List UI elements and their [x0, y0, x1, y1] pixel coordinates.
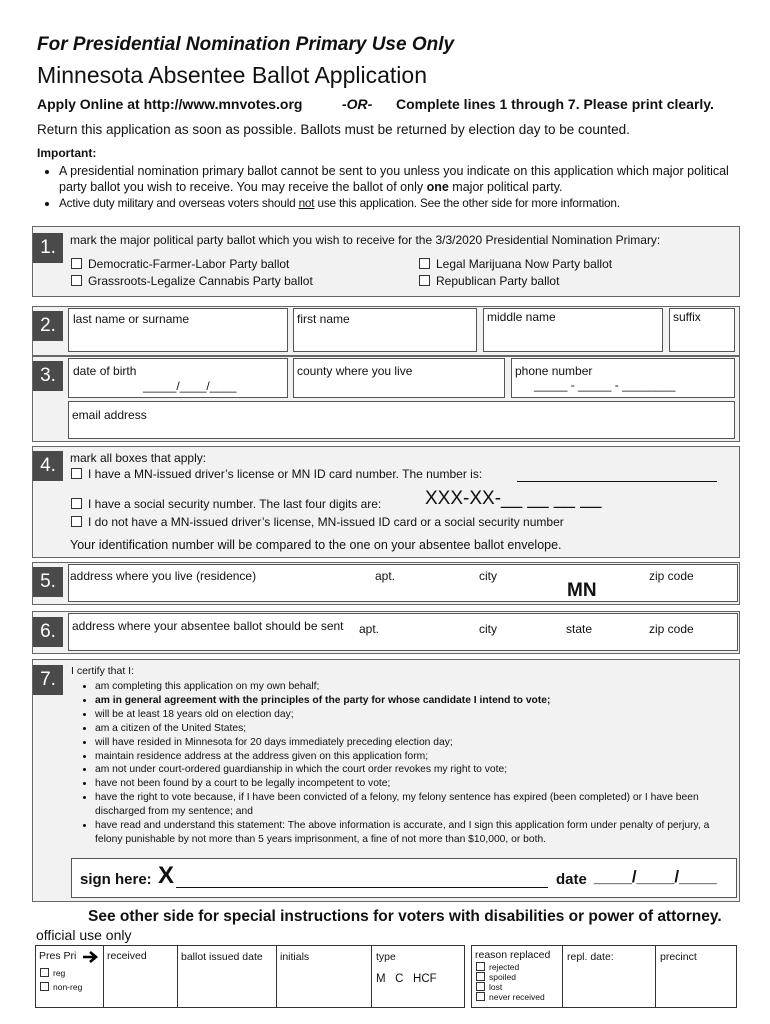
- section-4-identification: [32, 446, 740, 558]
- complete-lines-text: Complete lines 1 through 7. Please print clearly.: [396, 96, 714, 112]
- reason-never-received[interactable]: never received: [476, 992, 545, 1002]
- section-3-contact: [32, 356, 740, 442]
- party-option-legal-marijuana[interactable]: Legal Marijuana Now Party ballot: [419, 257, 612, 271]
- checkbox[interactable]: [71, 275, 82, 286]
- id-option-none[interactable]: I do not have a MN-issued driver’s license, MN-issued ID card or a social security number: [71, 515, 564, 529]
- reason-rejected[interactable]: rejected: [476, 962, 519, 972]
- signature-line[interactable]: [176, 887, 548, 888]
- return-text: Return this application as soon as possible. Ballots must be returned by election day to be counted.: [37, 122, 630, 137]
- party-option-grassroots[interactable]: Grassroots-Legalize Cannabis Party ballot: [71, 274, 313, 288]
- ballot-mailing-address-field[interactable]: address where your absentee ballot should be sent apt. city state zip code: [68, 613, 738, 651]
- county-field[interactable]: county where you live: [293, 358, 505, 398]
- reg-option[interactable]: reg: [40, 968, 65, 978]
- cert-item: • have read and understand this statement: The above information is accurate, and I sign this application form under penalty of perjury, a felony punishable by not more than 5 years imprisonment, a fine of not more than $10,000, or both.: [95, 819, 731, 847]
- cert-item: • am a citizen of the United States;: [95, 722, 731, 736]
- cert-item: • am completing this application on my own behalf;: [95, 680, 731, 694]
- special-instructions-note: See other side for special instructions for voters with disabilities or power of attorney.: [88, 908, 722, 925]
- type-cell[interactable]: type M C HCF: [371, 945, 465, 1008]
- cert-item: • have the right to vote because, if I have been convicted of a felony, my felony sentence has expired (been completed) or I have been discharged from my sentence; and: [95, 791, 731, 819]
- middle-name-field[interactable]: middle name: [483, 308, 663, 352]
- ballot-issued-date-cell[interactable]: ballot issued date: [177, 945, 278, 1008]
- primary-use-heading: For Presidential Nomination Primary Use Only: [37, 34, 455, 55]
- important-label: Important:: [37, 146, 97, 160]
- party-option-republican[interactable]: Republican Party ballot: [419, 274, 559, 288]
- checkbox[interactable]: [419, 258, 430, 269]
- non-reg-option[interactable]: non-reg: [40, 982, 82, 992]
- suffix-field[interactable]: suffix: [669, 308, 735, 352]
- state-mn: MN: [567, 580, 597, 601]
- or-text: -OR-: [342, 96, 373, 112]
- arrow-right-icon: [82, 950, 100, 964]
- section-number: 6.: [33, 617, 63, 647]
- initials-cell[interactable]: initials: [276, 945, 373, 1008]
- apply-online-text: Apply Online at http://www.mnvotes.org: [37, 96, 303, 112]
- section-number: 5.: [33, 567, 63, 597]
- certification-list: [71, 680, 731, 847]
- signature-date-field[interactable]: ____/____/____: [594, 867, 717, 886]
- date-of-birth-field[interactable]: date of birth _____/____/____: [68, 358, 288, 398]
- section-number: 7.: [33, 665, 63, 695]
- ssn-last-four[interactable]: XXX-XX-__ __ __ __: [425, 488, 602, 509]
- precinct-cell[interactable]: precinct: [655, 945, 737, 1008]
- signature-area[interactable]: sign here: X date ____/____/____: [71, 858, 737, 898]
- section-number: 1.: [33, 233, 63, 263]
- certify-intro: I certify that I:: [71, 665, 135, 677]
- cert-item: • am not under court-ordered guardianship in which the court order revokes my right to vote;: [95, 763, 731, 777]
- party-option-dfl[interactable]: Democratic-Farmer-Labor Party ballot: [71, 257, 289, 271]
- id-option-ssn[interactable]: I have a social security number. The last four digits are:: [71, 497, 381, 511]
- section-number: 3.: [33, 361, 63, 391]
- important-bullets: [37, 163, 737, 211]
- checkbox[interactable]: [71, 468, 82, 479]
- reason-replaced-cell: reason replaced rejected spoiled lost never received: [471, 945, 564, 1008]
- reason-lost[interactable]: lost: [476, 982, 502, 992]
- residence-address-field[interactable]: address where you live (residence) apt. city MN zip code: [68, 564, 738, 602]
- bullet-party-ballot: • A presidential nomination primary ballot cannot be sent to you unless you indicate on this application which major political party ballot you wish to receive. You may receive the ballot of only one major political party.: [59, 163, 737, 195]
- pres-pri-cell: Pres Pri reg non-reg: [35, 945, 105, 1008]
- section-number: 2.: [33, 311, 63, 341]
- bullet-military: • Active duty military and overseas voters should not use this application. See the other side for more information.: [59, 195, 737, 211]
- cert-item: • have not been found by a court to be legally incompetent to vote;: [95, 777, 731, 791]
- section-5-residence-address: [32, 562, 740, 605]
- email-field[interactable]: email address: [68, 401, 735, 439]
- cert-item: • will be at least 18 years old on election day;: [95, 708, 731, 722]
- section-2-name: [32, 306, 740, 356]
- first-name-field[interactable]: first name: [293, 308, 477, 352]
- checkbox[interactable]: [419, 275, 430, 286]
- cert-item: • am in general agreement with the principles of the party for whose candidate I intend to vote;: [95, 694, 731, 708]
- license-number-line[interactable]: [517, 481, 717, 482]
- last-name-field[interactable]: last name or surname: [68, 308, 288, 352]
- section-7-certification: [32, 659, 740, 902]
- section-number: 4.: [33, 451, 63, 481]
- section-6-mailing-address: [32, 611, 740, 654]
- checkbox[interactable]: [71, 258, 82, 269]
- received-cell[interactable]: received: [103, 945, 179, 1008]
- checkbox[interactable]: [71, 516, 82, 527]
- official-use-label: official use only: [36, 927, 132, 943]
- form-title: Minnesota Absentee Ballot Application: [37, 62, 427, 88]
- section-1-instruction: mark the major political party ballot which you wish to receive for the 3/3/2020 Presidential Nomination Primary:: [70, 233, 661, 247]
- id-note: Your identification number will be compared to the one on your absentee ballot envelope.: [70, 538, 562, 552]
- phone-number-field[interactable]: phone number _____ - _____ - ________: [511, 358, 735, 398]
- checkbox[interactable]: [71, 498, 82, 509]
- section-4-instruction: mark all boxes that apply:: [70, 451, 207, 465]
- section-1-party-ballot: [32, 226, 740, 297]
- cert-item: • maintain residence address at the address given on this application form;: [95, 750, 731, 764]
- sign-x-mark: X: [158, 862, 175, 889]
- cert-item: • will have resided in Minnesota for 20 days immediately preceding election day;: [95, 736, 731, 750]
- replacement-date-cell[interactable]: repl. date:: [562, 945, 657, 1008]
- reason-spoiled[interactable]: spoiled: [476, 972, 516, 982]
- id-option-drivers-license[interactable]: I have a MN-issued driver’s license or MN ID card number. The number is:: [71, 467, 482, 481]
